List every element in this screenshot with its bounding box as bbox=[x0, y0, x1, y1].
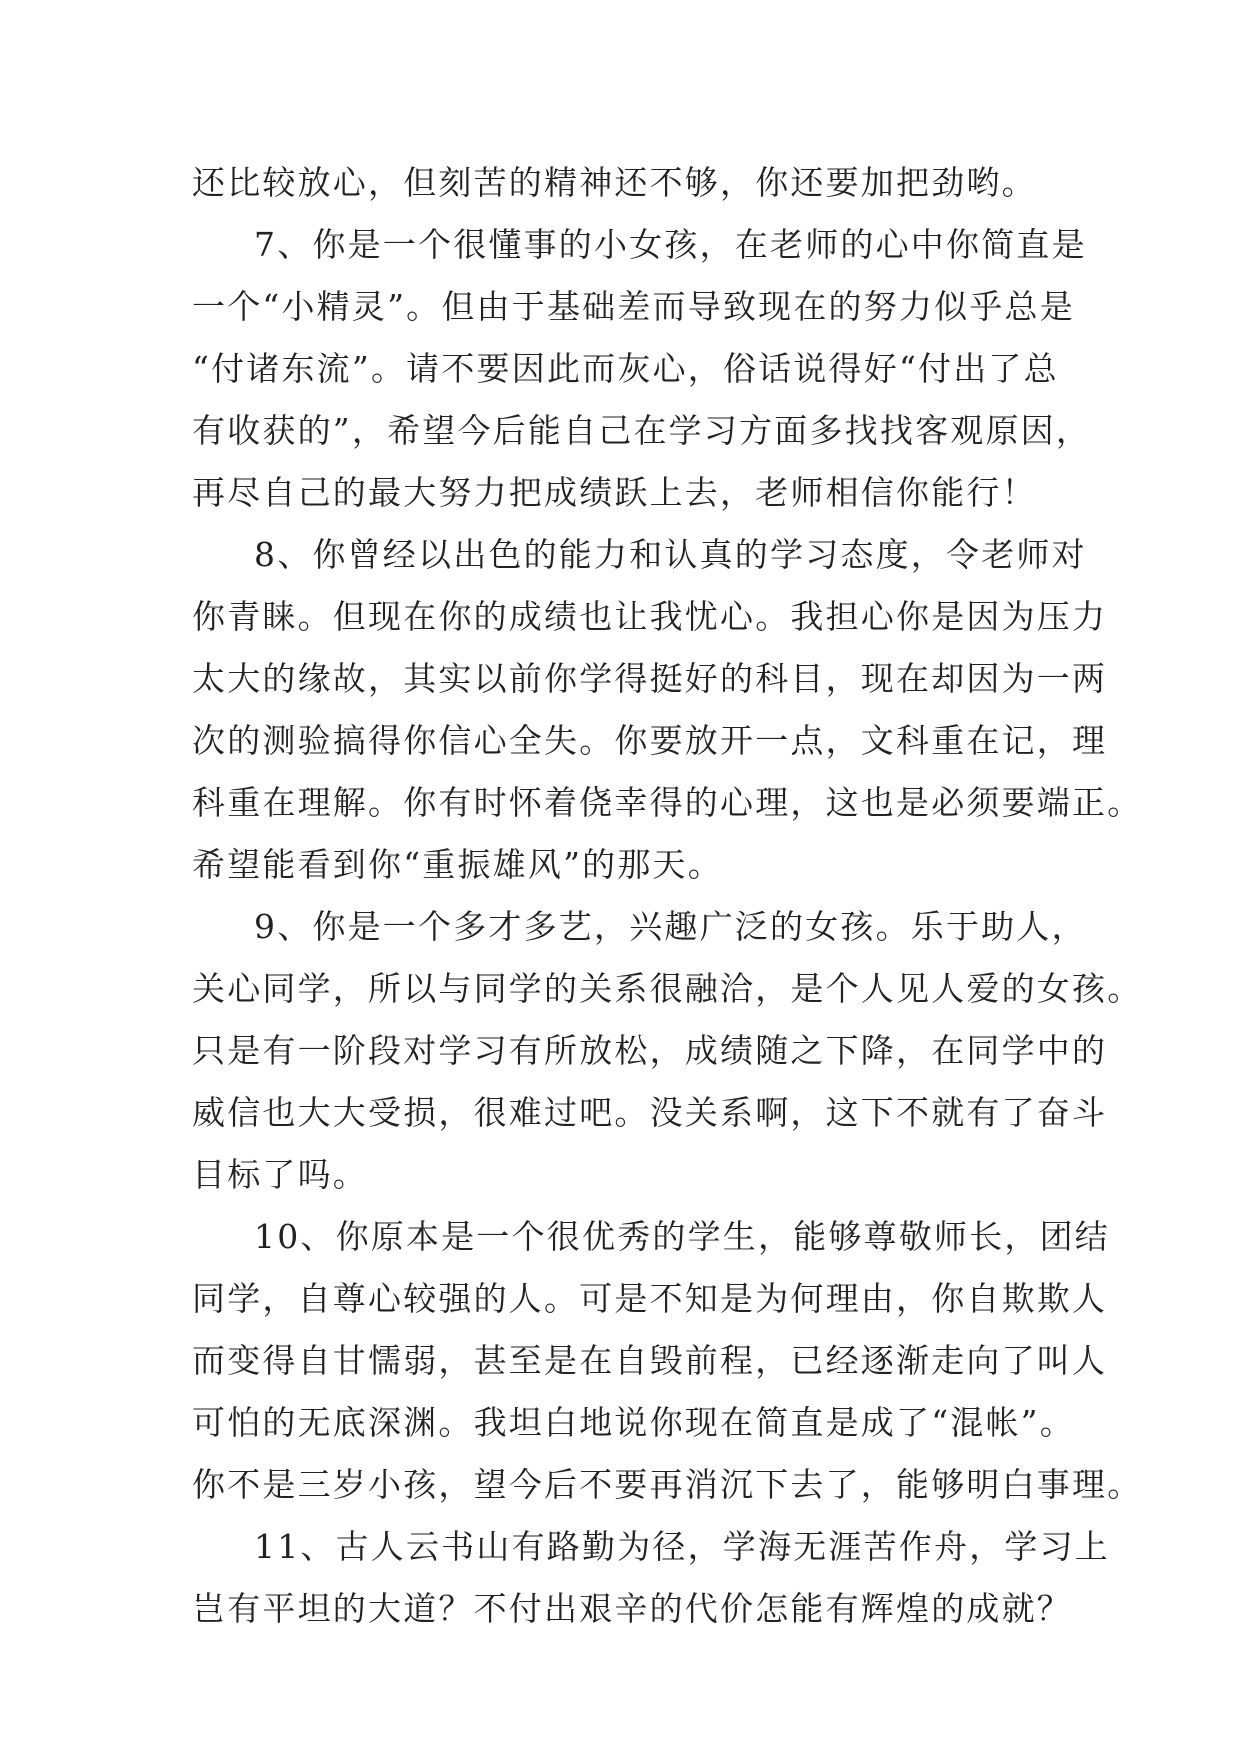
text-line: 一个“小精灵”。但由于基础差而导致现在的努力似乎总是 bbox=[192, 287, 1075, 326]
paragraph-9-start: 9、你是一个多才多艺，兴趣广泛的女孩。乐于助人， bbox=[254, 907, 1087, 946]
text-line: “付诸东流”。请不要因此而灰心，俗话说得好“付出了总 bbox=[192, 349, 1059, 388]
text-line: 还比较放心，但刻苦的精神还不够，你还要加把劲哟。 bbox=[192, 163, 1037, 202]
paragraph-10-start: 10、你原本是一个很优秀的学生，能够尊敬师长，团结 bbox=[254, 1217, 1110, 1256]
text-line: 可怕的无底深渊。我坦白地说你现在简直是成了“混帐”。 bbox=[192, 1403, 1075, 1442]
text-line: 目标了吗。 bbox=[192, 1155, 368, 1194]
text-line: 次的测验搞得你信心全失。你要放开一点，文科重在记，理 bbox=[192, 721, 1108, 760]
text-line: 有收获的”，希望今后能自己在学习方面多找找客观原因， bbox=[192, 411, 1092, 450]
paragraph-7-start: 7、你是一个很懂事的小女孩，在老师的心中你简直是 bbox=[254, 225, 1087, 264]
document-body bbox=[192, 152, 1143, 1640]
text-line: 岂有平坦的大道？不付出艰辛的代价怎能有辉煌的成就？ bbox=[192, 1589, 1072, 1628]
text-line: 同学，自尊心较强的人。可是不知是为何理由，你自欺欺人 bbox=[192, 1279, 1108, 1318]
text-line: 而变得自甘懦弱，甚至是在自毁前程，已经逐渐走向了叫人 bbox=[192, 1341, 1108, 1380]
text-line: 科重在理解。你有时怀着侥幸得的心理，这也是必须要端正。 bbox=[192, 783, 1143, 822]
text-line: 太大的缘故，其实以前你学得挺好的科目，现在却因为一两 bbox=[192, 659, 1108, 698]
text-line: 关心同学，所以与同学的关系很融洽，是个人见人爱的女孩。 bbox=[192, 969, 1143, 1008]
text-line: 只是有一阶段对学习有所放松，成绩随之下降，在同学中的 bbox=[192, 1031, 1108, 1070]
text-line: 威信也大大受损，很难过吧。没关系啊，这下不就有了奋斗 bbox=[192, 1093, 1108, 1132]
text-line: 再尽自己的最大努力把成绩跃上去，老师相信你能行！ bbox=[192, 473, 1037, 512]
paragraph-11-start: 11、古人云书山有路勤为径，学海无涯苦作舟，学习上 bbox=[254, 1527, 1110, 1566]
paragraph-8-start: 8、你曾经以出色的能力和认真的学习态度，令老师对 bbox=[254, 535, 1087, 574]
text-line: 你不是三岁小孩，望今后不要再消沉下去了，能够明白事理。 bbox=[192, 1465, 1143, 1504]
text-line: 你青睐。但现在你的成绩也让我忧心。我担心你是因为压力 bbox=[192, 597, 1108, 636]
text-line: 希望能看到你“重振雄风”的那天。 bbox=[192, 845, 723, 884]
